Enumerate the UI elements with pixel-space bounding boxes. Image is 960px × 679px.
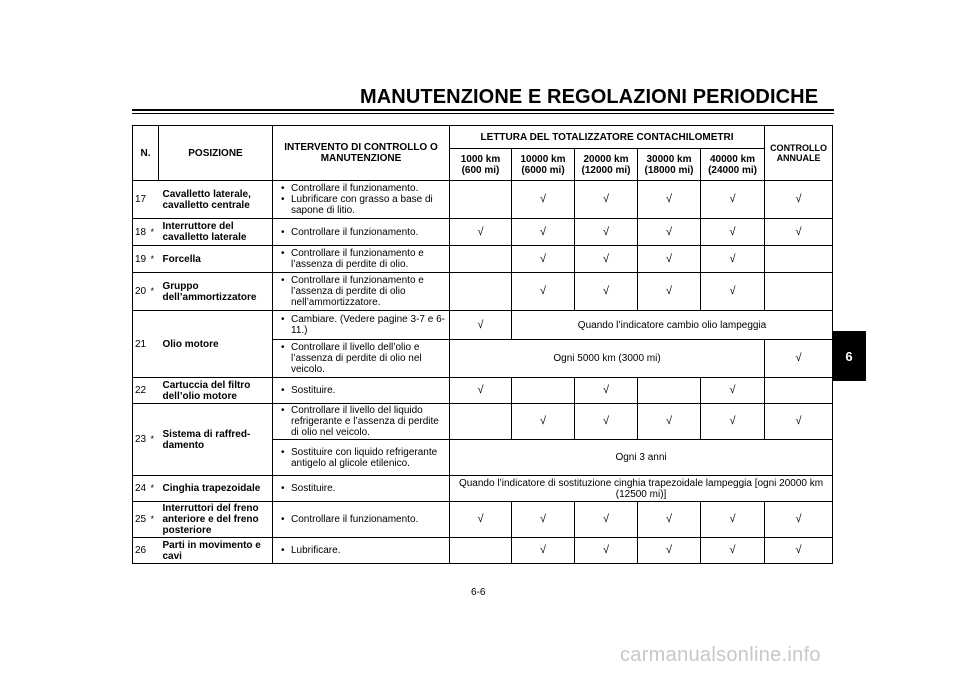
check-cell: √ [765,219,833,246]
check-cell: √ [765,404,833,440]
row-number: 18 [133,219,150,246]
check-cell: √ [701,378,765,404]
row-star: * [150,246,159,273]
check-cell [765,273,833,311]
check-cell: √ [575,378,638,404]
check-cell [450,538,512,564]
intervention-cell [273,538,450,564]
row-position: Sistema di raffred-damento [159,404,273,476]
check-cell: √ [638,181,701,219]
check-cell: √ [575,273,638,311]
interval-mi: (600 mi) [461,164,500,176]
interval-km: 20000 km [583,153,629,165]
interval-mi: (12000 mi) [581,164,631,176]
row-number: 26 [133,538,150,564]
intervention-item: • Controllare il funzionamento. [281,183,446,194]
interval-note: Quando l’indicatore cambio olio lampeggia [512,311,833,340]
row-position: Cartuccia del filtro dell’olio motore [159,378,273,404]
check-cell [450,404,512,440]
intervention-cell [273,476,450,502]
title-rule-thin [132,113,834,114]
intervention-item: • Controllare il livello del liquido refrigerante e l’assenza di perdite di olio nel veicolo. [281,405,446,438]
check-cell [450,273,512,311]
intervention-list [281,483,446,494]
header-interval [512,149,575,181]
check-cell: √ [638,502,701,538]
watermark: carmanualsonline.info [620,644,821,666]
interval-note: Ogni 3 anni [450,440,833,476]
row-number: 20 [133,273,150,311]
check-cell: √ [575,181,638,219]
check-cell [765,246,833,273]
check-cell: √ [512,502,575,538]
intervention-list [281,447,446,469]
intervention-cell [273,219,450,246]
intervention-list [281,342,446,375]
check-cell: √ [575,404,638,440]
table-row [133,538,833,564]
check-cell: √ [575,219,638,246]
header-interval [450,149,512,181]
intervention-cell [273,502,450,538]
intervention-item: • Controllare il funzionamento e l’assenza di perdite di olio nell’ammortizzatore. [281,275,446,308]
check-cell: √ [450,378,512,404]
intervention-list [281,275,446,308]
header-annual: CONTROLLO ANNUALE [765,126,833,181]
row-number: 24 [133,476,150,502]
check-cell: √ [575,502,638,538]
check-cell [450,181,512,219]
intervention-item: • Controllare il funzionamento. [281,514,446,525]
header-num: N. [133,126,159,181]
interval-note: Quando l’indicatore di sostituzione cinghia trapezoidale lampeggia [ogni 20000 km (12500 mi)] [450,476,833,502]
intervention-cell [273,440,450,476]
check-cell: √ [512,181,575,219]
intervention-item: • Controllare il livello dell’olio e l’assenza di perdite di olio nel veicolo. [281,342,446,375]
row-number: 23 [133,404,150,476]
table-row [133,219,833,246]
page-title: MANUTENZIONE E REGOLAZIONI PERIODICHE [360,86,819,108]
intervention-list [281,183,446,216]
intervention-item: • Controllare il funzionamento. [281,227,446,238]
interval-note: Ogni 5000 km (3000 mi) [450,340,765,378]
intervention-list [281,385,446,396]
maintenance-table [132,125,833,564]
check-cell: √ [638,404,701,440]
check-cell: √ [638,219,701,246]
row-position: Gruppo dell’ammortizzatore [159,273,273,311]
intervention-list [281,314,446,336]
intervention-cell [273,340,450,378]
interval-km: 1000 km [460,153,501,165]
check-cell: √ [765,502,833,538]
row-star [150,311,159,378]
check-cell: √ [765,538,833,564]
row-position: Parti in movimento e cavi [159,538,273,564]
check-cell: √ [701,273,765,311]
check-cell: √ [512,404,575,440]
intervention-list [281,545,446,556]
row-star: * [150,404,159,476]
chapter-tab[interactable]: 6 [832,331,866,381]
check-cell: √ [512,273,575,311]
header-interval [701,149,765,181]
intervention-item: • Sostituire con liquido refrigerante antigelo al glicole etilenico. [281,447,446,469]
row-star [150,181,159,219]
header-intervention: INTERVENTO DI CONTROLLO O MANUTENZIONE [273,126,450,181]
row-number: 25 [133,502,150,538]
header-interval [575,149,638,181]
interval-km: 30000 km [646,153,692,165]
intervention-cell [273,311,450,340]
check-cell: √ [638,538,701,564]
header-position: POSIZIONE [159,126,273,181]
row-position: Cavalletto laterale, cavalletto centrale [159,181,273,219]
check-cell: √ [701,502,765,538]
check-cell: √ [450,219,512,246]
interval-km: 10000 km [520,153,566,165]
check-cell: √ [575,246,638,273]
intervention-item: • Cambiare. (Vedere pagine 3-7 e 6-11.) [281,314,446,336]
check-cell: √ [765,181,833,219]
row-number: 17 [133,181,150,219]
row-number: 19 [133,246,150,273]
row-star: * [150,476,159,502]
table-row [133,502,833,538]
intervention-list [281,514,446,525]
row-star [150,538,159,564]
header-odometer: LETTURA DEL TOTALIZZATORE CONTACHILOMETRI [450,126,765,149]
row-star: * [150,273,159,311]
check-cell: √ [450,311,512,340]
row-number: 22 [133,378,150,404]
row-position: Interruttori del freno anteriore e del freno posteriore [159,502,273,538]
check-cell: √ [701,219,765,246]
intervention-cell [273,378,450,404]
interval-mi: (24000 mi) [708,164,757,176]
row-star: * [150,219,159,246]
row-position: Forcella [159,246,273,273]
table-row [133,476,833,502]
intervention-list [281,227,446,238]
row-number: 21 [133,311,150,378]
row-position: Olio motore [159,311,273,378]
check-cell [450,246,512,273]
table-row [133,273,833,311]
header-interval [638,149,701,181]
intervention-cell [273,273,450,311]
row-position: Interruttore del cavalletto laterale [159,219,273,246]
table-row [133,181,833,219]
page-number: 6-6 [471,587,486,598]
intervention-list [281,248,446,270]
interval-km: 40000 km [710,153,756,165]
intervention-item: • Lubrificare. [281,545,446,556]
intervention-item: • Lubrificare con grasso a base di sapone di litio. [281,194,446,216]
interval-mi: (18000 mi) [644,164,694,176]
check-cell: √ [765,340,833,378]
table-row [133,378,833,404]
check-cell [765,378,833,404]
check-cell: √ [701,404,765,440]
table-row [133,246,833,273]
table-row [133,311,833,340]
row-position: Cinghia trapezoidale [159,476,273,502]
check-cell: √ [638,246,701,273]
check-cell: √ [512,246,575,273]
intervention-item: • Sostituire. [281,385,446,396]
title-rule [132,109,834,111]
check-cell: √ [638,273,701,311]
intervention-item: • Controllare il funzionamento e l’assenza di perdite di olio. [281,248,446,270]
interval-mi: (6000 mi) [521,164,565,176]
check-cell [512,378,575,404]
check-cell: √ [450,502,512,538]
intervention-list [281,405,446,438]
check-cell: √ [512,538,575,564]
check-cell: √ [701,181,765,219]
intervention-cell [273,181,450,219]
row-star [150,378,159,404]
intervention-item: • Sostituire. [281,483,446,494]
check-cell: √ [701,246,765,273]
table-row [133,404,833,440]
check-cell: √ [701,538,765,564]
check-cell [638,378,701,404]
check-cell: √ [512,219,575,246]
check-cell: √ [575,538,638,564]
intervention-cell [273,246,450,273]
row-star: * [150,502,159,538]
intervention-cell [273,404,450,440]
